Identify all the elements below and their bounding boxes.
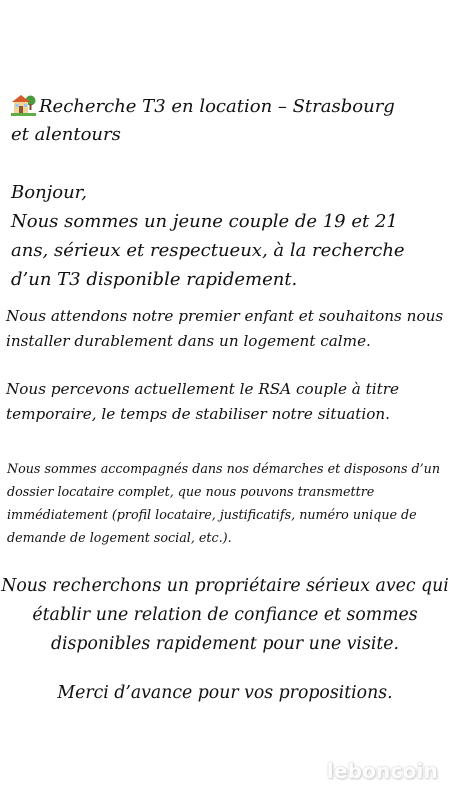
landlord-line-1: Nous recherchons un propriétaire sérieux avec qui <box>1 576 449 596</box>
greeting-line-4: d’un T3 disponible rapidement. <box>11 269 298 290</box>
documents-line-2: dossier locataire complet, que nous pouvons transmettre <box>7 484 375 499</box>
landlord-line-3: disponibles rapidement pour une visite. <box>50 634 400 654</box>
documents-line-3: immédiatement (profil locataire, justificatifs, numéro unique de <box>7 507 417 522</box>
listing-title <box>11 92 450 149</box>
income-line-1: Nous percevons actuellement le RSA couple à titre <box>6 380 399 398</box>
landlord-line-2: établir une relation de confiance et sommes <box>32 605 418 625</box>
pregnancy-line-2: installer durablement dans un logement calme. <box>6 332 371 350</box>
title-line-1: Recherche T3 en location – Strasbourg <box>39 96 395 117</box>
income-line-2: temporaire, le temps de stabiliser notre situation. <box>6 405 391 423</box>
leboncoin-watermark: leboncoin <box>326 759 438 783</box>
income-paragraph <box>6 377 450 427</box>
documents-line-4: demande de logement social, etc.). <box>7 530 232 545</box>
landlord-paragraph <box>0 572 450 659</box>
greeting-line-3: ans, sérieux et respectueux, à la recherche <box>11 240 405 261</box>
greeting-line-1: Bonjour, <box>11 182 88 203</box>
greeting-paragraph <box>11 178 450 294</box>
documents-line-1: Nous sommes accompagnés dans nos démarches et disposons d’un <box>7 461 441 476</box>
closing-paragraph <box>0 679 450 708</box>
pregnancy-paragraph <box>6 304 450 354</box>
title-line <box>11 92 450 121</box>
closing-line-1: Merci d’avance pour vos propositions. <box>57 683 393 703</box>
documents-paragraph <box>7 457 450 549</box>
greeting-line-2: Nous sommes un jeune couple de 19 et 21 <box>11 211 398 232</box>
pregnancy-line-1: Nous attendons notre premier enfant et souhaitons nous <box>6 307 444 325</box>
house-with-garden-icon <box>11 92 36 116</box>
title-line-2: et alentours <box>11 124 121 145</box>
